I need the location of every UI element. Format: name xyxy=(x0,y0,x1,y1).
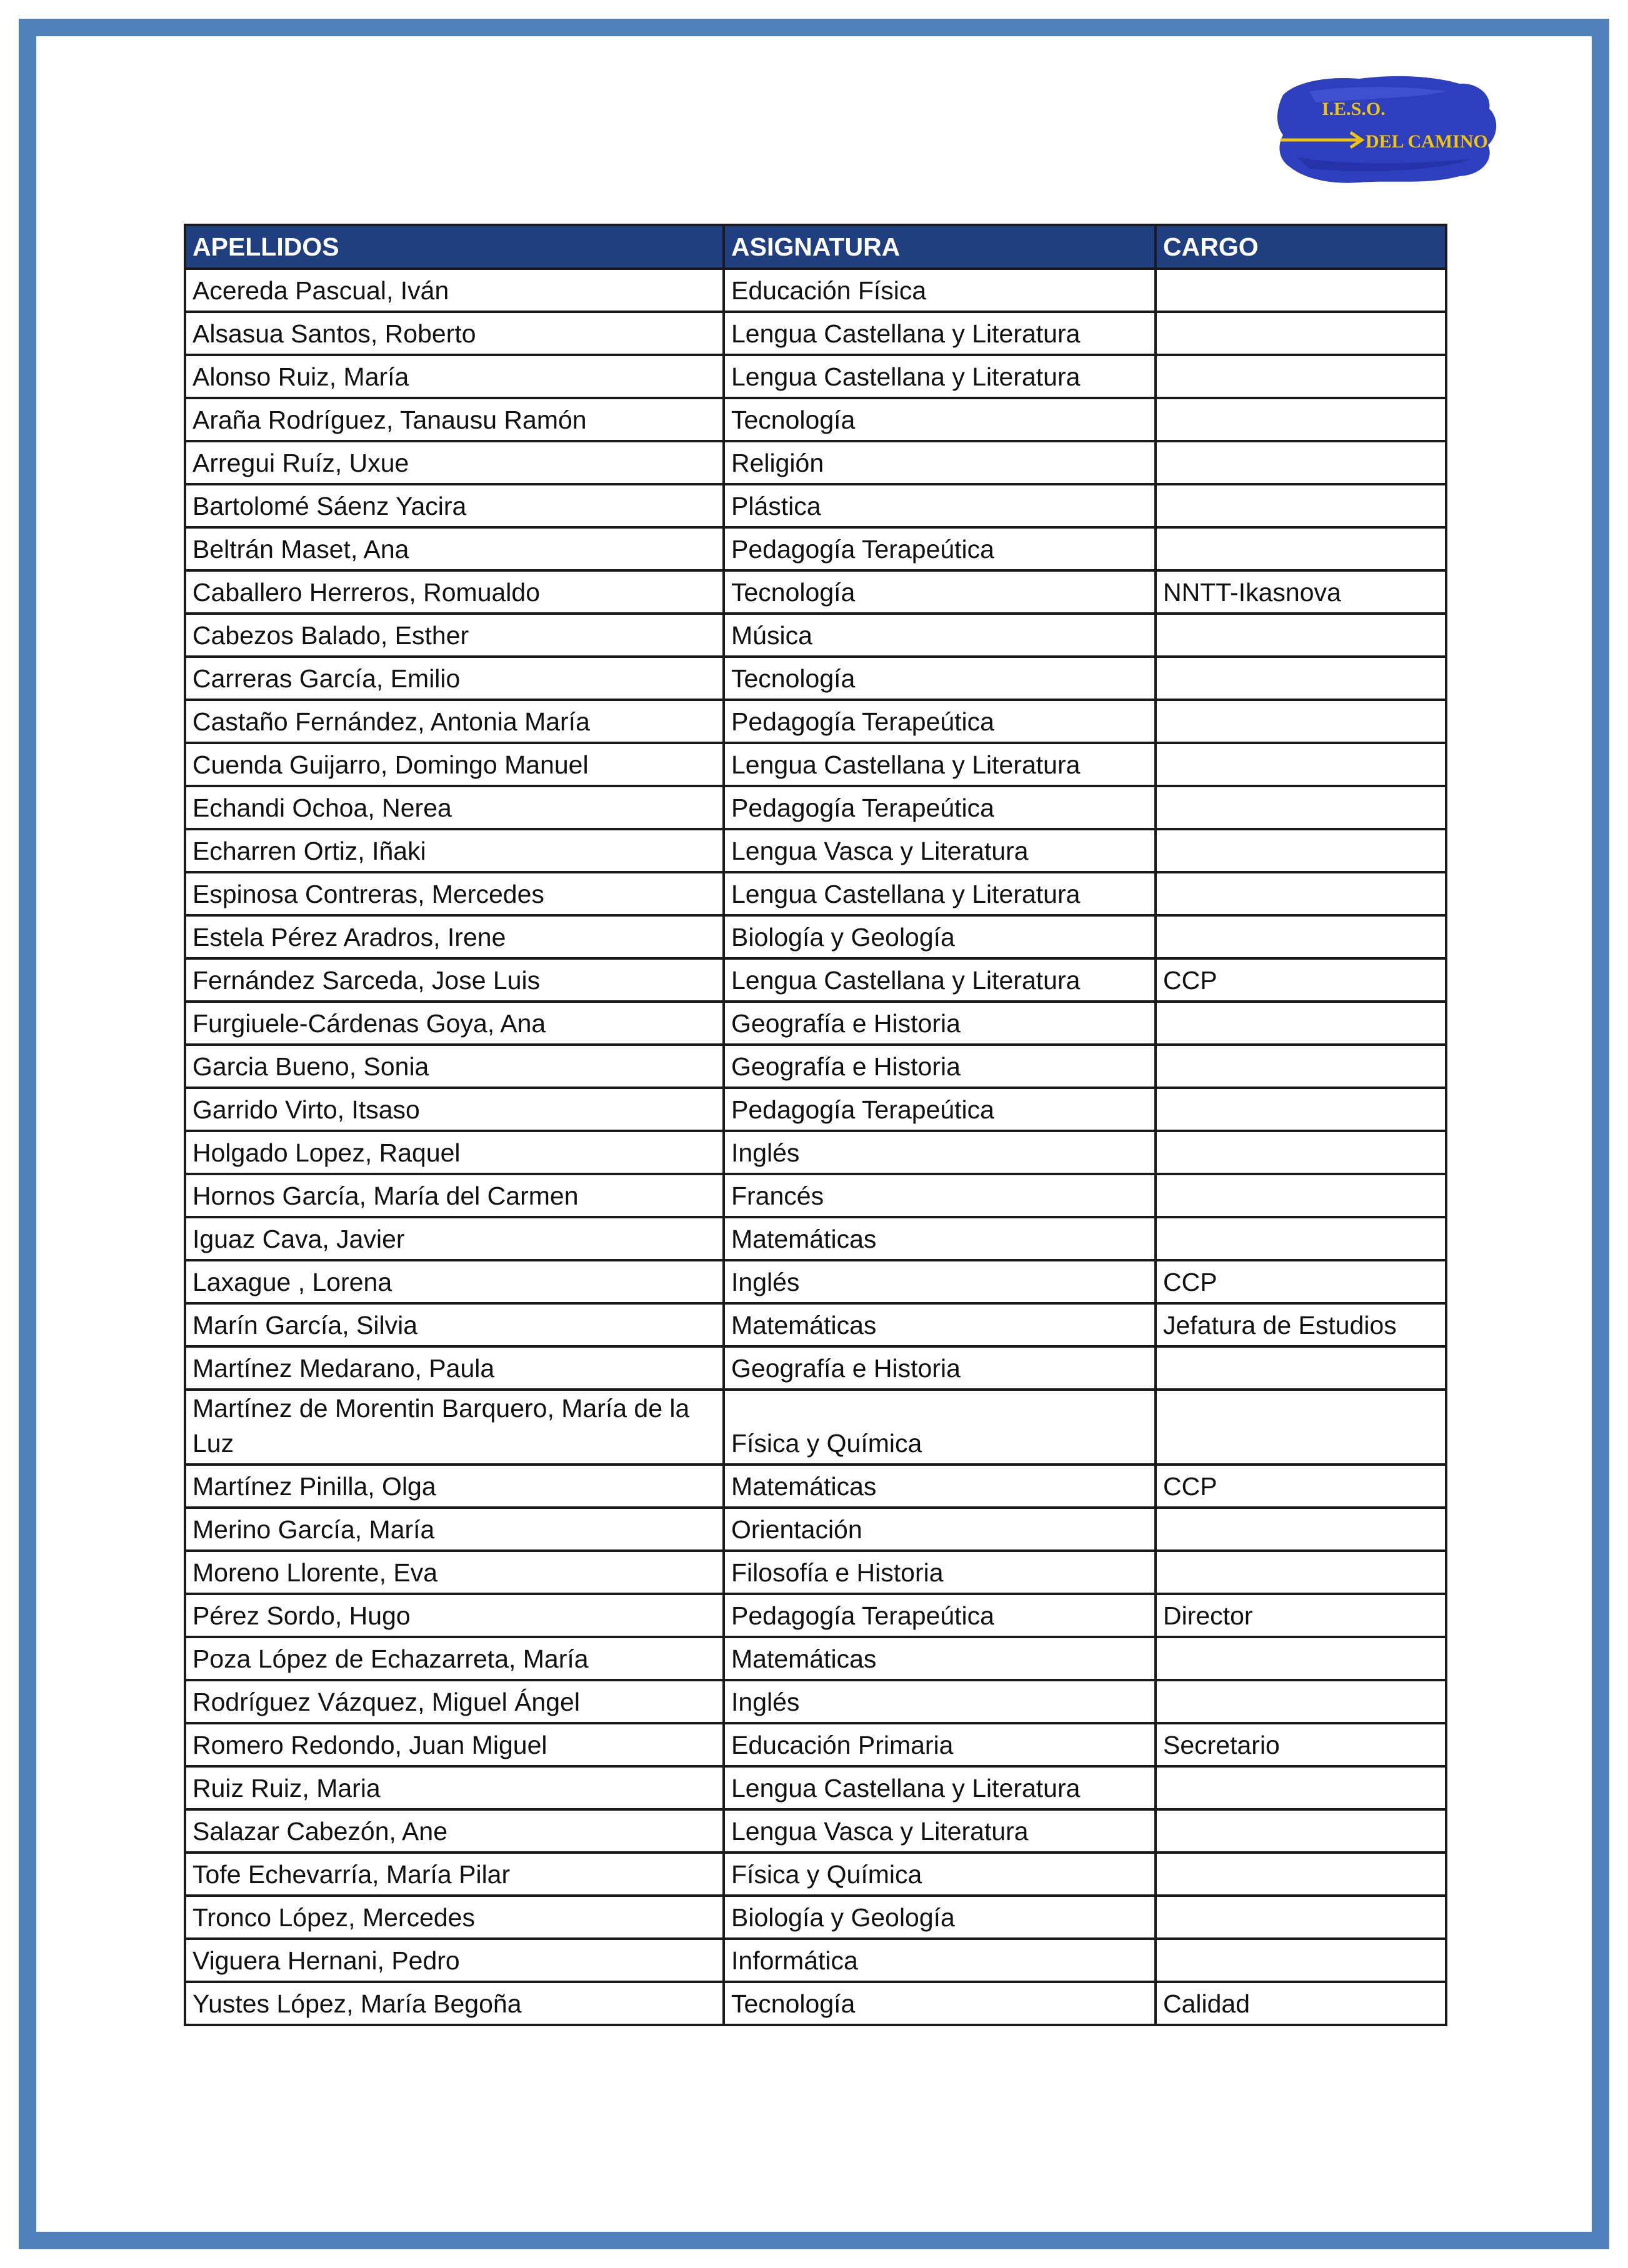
cell-asignatura: Geografía e Historia xyxy=(724,1346,1156,1390)
table-row xyxy=(185,700,1446,743)
cell-cargo xyxy=(1156,1217,1446,1260)
cell-apellidos: Martínez Medarano, Paula xyxy=(185,1346,724,1390)
cell-asignatura: Tecnología xyxy=(724,657,1156,700)
cell-apellidos: Merino García, María xyxy=(185,1508,724,1551)
cell-apellidos: Cabezos Balado, Esther xyxy=(185,614,724,657)
cell-apellidos: Pérez Sordo, Hugo xyxy=(185,1594,724,1637)
cell-asignatura: Lengua Castellana y Literatura xyxy=(724,355,1156,398)
cell-apellidos: Yustes López, María Begoña xyxy=(185,1982,724,2025)
cell-asignatura: Matemáticas xyxy=(724,1303,1156,1346)
cell-cargo xyxy=(1156,1088,1446,1131)
cell-asignatura: Tecnología xyxy=(724,398,1156,441)
cell-asignatura: Música xyxy=(724,614,1156,657)
table-row xyxy=(185,743,1446,786)
cell-apellidos: Rodríguez Vázquez, Miguel Ángel xyxy=(185,1680,724,1723)
cell-cargo xyxy=(1156,872,1446,915)
cell-cargo xyxy=(1156,1637,1446,1680)
cell-cargo xyxy=(1156,527,1446,570)
cell-asignatura: Matemáticas xyxy=(724,1217,1156,1260)
cell-asignatura: Biología y Geología xyxy=(724,915,1156,958)
cell-apellidos: Castaño Fernández, Antonia María xyxy=(185,700,724,743)
table-row xyxy=(185,958,1446,1002)
cell-apellidos: Echarren Ortiz, Iñaki xyxy=(185,829,724,872)
cell-asignatura: Inglés xyxy=(724,1260,1156,1303)
cell-apellidos: Martínez de Morentin Barquero, María de la Luz xyxy=(185,1390,724,1465)
cell-apellidos: Salazar Cabezón, Ane xyxy=(185,1809,724,1853)
table-row xyxy=(185,1680,1446,1723)
cell-cargo xyxy=(1156,829,1446,872)
cell-asignatura: Matemáticas xyxy=(724,1465,1156,1508)
cell-apellidos: Romero Redondo, Juan Miguel xyxy=(185,1723,724,1766)
table-row xyxy=(185,1260,1446,1303)
cell-apellidos: Estela Pérez Aradros, Irene xyxy=(185,915,724,958)
cell-apellidos: Echandi Ochoa, Nerea xyxy=(185,786,724,829)
table-row xyxy=(185,657,1446,700)
cell-cargo: Jefatura de Estudios xyxy=(1156,1303,1446,1346)
cell-asignatura: Lengua Castellana y Literatura xyxy=(724,743,1156,786)
cell-apellidos: Bartolomé Sáenz Yacira xyxy=(185,484,724,527)
cell-asignatura: Física y Química xyxy=(724,1390,1156,1465)
cell-cargo xyxy=(1156,312,1446,355)
table-row xyxy=(185,484,1446,527)
cell-asignatura: Lengua Castellana y Literatura xyxy=(724,312,1156,355)
cell-cargo xyxy=(1156,269,1446,312)
cell-cargo: Director xyxy=(1156,1594,1446,1637)
table-row xyxy=(185,786,1446,829)
table-row xyxy=(185,398,1446,441)
staff-table-body xyxy=(185,269,1446,2025)
table-row xyxy=(185,872,1446,915)
cell-asignatura: Inglés xyxy=(724,1131,1156,1174)
cell-cargo xyxy=(1156,1045,1446,1088)
cell-apellidos: Cuenda Guijarro, Domingo Manuel xyxy=(185,743,724,786)
cell-asignatura: Inglés xyxy=(724,1680,1156,1723)
cell-asignatura: Lengua Vasca y Literatura xyxy=(724,1809,1156,1853)
cell-apellidos: Martínez Pinilla, Olga xyxy=(185,1465,724,1508)
cell-asignatura: Pedagogía Terapeútica xyxy=(724,786,1156,829)
cell-asignatura: Plástica xyxy=(724,484,1156,527)
table-row xyxy=(185,614,1446,657)
logo-line1: I.E.S.O. xyxy=(1322,99,1386,119)
cell-apellidos: Araña Rodríguez, Tanausu Ramón xyxy=(185,398,724,441)
cell-apellidos: Iguaz Cava, Javier xyxy=(185,1217,724,1260)
cell-cargo xyxy=(1156,700,1446,743)
cell-apellidos: Carreras García, Emilio xyxy=(185,657,724,700)
table-row xyxy=(185,570,1446,614)
table-row xyxy=(185,269,1446,312)
cell-apellidos: Acereda Pascual, Iván xyxy=(185,269,724,312)
cell-cargo: CCP xyxy=(1156,1260,1446,1303)
header-asignatura: ASIGNATURA xyxy=(724,225,1156,269)
cell-apellidos: Marín García, Silvia xyxy=(185,1303,724,1346)
cell-asignatura: Pedagogía Terapeútica xyxy=(724,527,1156,570)
cell-apellidos: Viguera Hernani, Pedro xyxy=(185,1939,724,1982)
cell-apellidos: Caballero Herreros, Romualdo xyxy=(185,570,724,614)
cell-apellidos: Arregui Ruíz, Uxue xyxy=(185,441,724,484)
cell-apellidos: Furgiuele-Cárdenas Goya, Ana xyxy=(185,1002,724,1045)
cell-apellidos: Alsasua Santos, Roberto xyxy=(185,312,724,355)
cell-asignatura: Lengua Castellana y Literatura xyxy=(724,872,1156,915)
cell-cargo xyxy=(1156,1853,1446,1896)
table-row xyxy=(185,1002,1446,1045)
cell-cargo xyxy=(1156,1809,1446,1853)
cell-asignatura: Tecnología xyxy=(724,1982,1156,2025)
header-apellidos: APELLIDOS xyxy=(185,225,724,269)
cell-asignatura: Tecnología xyxy=(724,570,1156,614)
cell-apellidos: Tofe Echevarría, María Pilar xyxy=(185,1853,724,1896)
table-row xyxy=(185,829,1446,872)
cell-cargo xyxy=(1156,614,1446,657)
table-row xyxy=(185,312,1446,355)
cell-asignatura: Lengua Vasca y Literatura xyxy=(724,829,1156,872)
cell-cargo xyxy=(1156,786,1446,829)
table-row xyxy=(185,915,1446,958)
table-row xyxy=(185,1346,1446,1390)
cell-cargo xyxy=(1156,1680,1446,1723)
staff-table xyxy=(184,224,1447,2026)
table-row xyxy=(185,1939,1446,1982)
table-row xyxy=(185,1809,1446,1853)
cell-apellidos: Poza López de Echazarreta, María xyxy=(185,1637,724,1680)
cell-cargo: Secretario xyxy=(1156,1723,1446,1766)
cell-cargo xyxy=(1156,743,1446,786)
table-row xyxy=(185,441,1446,484)
cell-cargo xyxy=(1156,657,1446,700)
logo-graphic xyxy=(1272,70,1503,189)
cell-cargo xyxy=(1156,1002,1446,1045)
cell-apellidos: Moreno Llorente, Eva xyxy=(185,1551,724,1594)
cell-asignatura: Pedagogía Terapeútica xyxy=(724,1088,1156,1131)
cell-apellidos: Laxague , Lorena xyxy=(185,1260,724,1303)
table-row xyxy=(185,527,1446,570)
cell-apellidos: Ruiz Ruiz, Maria xyxy=(185,1766,724,1809)
cell-asignatura: Pedagogía Terapeútica xyxy=(724,1594,1156,1637)
cell-apellidos: Beltrán Maset, Ana xyxy=(185,527,724,570)
header-cargo: CARGO xyxy=(1156,225,1446,269)
cell-cargo xyxy=(1156,1346,1446,1390)
table-row xyxy=(185,1982,1446,2025)
table-row xyxy=(185,1551,1446,1594)
cell-asignatura: Geografía e Historia xyxy=(724,1045,1156,1088)
cell-apellidos: Garrido Virto, Itsaso xyxy=(185,1088,724,1131)
table-row xyxy=(185,1131,1446,1174)
cell-cargo xyxy=(1156,1766,1446,1809)
table-header-row xyxy=(185,225,1446,269)
cell-apellidos: Fernández Sarceda, Jose Luis xyxy=(185,958,724,1002)
cell-cargo xyxy=(1156,355,1446,398)
cell-asignatura: Francés xyxy=(724,1174,1156,1217)
table-row xyxy=(185,1045,1446,1088)
cell-asignatura: Orientación xyxy=(724,1508,1156,1551)
table-row xyxy=(185,1723,1446,1766)
table-row xyxy=(185,1465,1446,1508)
cell-apellidos: Alonso Ruiz, María xyxy=(185,355,724,398)
cell-cargo xyxy=(1156,1131,1446,1174)
cell-cargo xyxy=(1156,484,1446,527)
cell-cargo xyxy=(1156,915,1446,958)
cell-cargo xyxy=(1156,1508,1446,1551)
table-row xyxy=(185,1174,1446,1217)
cell-asignatura: Religión xyxy=(724,441,1156,484)
table-row xyxy=(185,355,1446,398)
cell-cargo: Calidad xyxy=(1156,1982,1446,2025)
cell-cargo xyxy=(1156,398,1446,441)
cell-asignatura: Lengua Castellana y Literatura xyxy=(724,958,1156,1002)
table-row xyxy=(185,1217,1446,1260)
cell-apellidos: Hornos García, María del Carmen xyxy=(185,1174,724,1217)
cell-cargo: NNTT-Ikasnova xyxy=(1156,570,1446,614)
cell-asignatura: Educación Física xyxy=(724,269,1156,312)
table-row xyxy=(185,1508,1446,1551)
cell-asignatura: Informática xyxy=(724,1939,1156,1982)
cell-apellidos: Tronco López, Mercedes xyxy=(185,1896,724,1939)
cell-apellidos: Espinosa Contreras, Mercedes xyxy=(185,872,724,915)
table-row xyxy=(185,1303,1446,1346)
table-row xyxy=(185,1766,1446,1809)
cell-cargo xyxy=(1156,1390,1446,1465)
table-row xyxy=(185,1637,1446,1680)
cell-asignatura: Biología y Geología xyxy=(724,1896,1156,1939)
school-logo xyxy=(1272,70,1503,189)
table-row xyxy=(185,1088,1446,1131)
cell-cargo: CCP xyxy=(1156,1465,1446,1508)
cell-asignatura: Pedagogía Terapeútica xyxy=(724,700,1156,743)
cell-asignatura: Filosofía e Historia xyxy=(724,1551,1156,1594)
cell-cargo xyxy=(1156,1896,1446,1939)
table-row xyxy=(185,1594,1446,1637)
table-row xyxy=(185,1896,1446,1939)
cell-asignatura: Educación Primaria xyxy=(724,1723,1156,1766)
cell-cargo xyxy=(1156,441,1446,484)
cell-apellidos: Holgado Lopez, Raquel xyxy=(185,1131,724,1174)
cell-asignatura: Lengua Castellana y Literatura xyxy=(724,1766,1156,1809)
cell-cargo: CCP xyxy=(1156,958,1446,1002)
cell-cargo xyxy=(1156,1939,1446,1982)
cell-cargo xyxy=(1156,1551,1446,1594)
cell-asignatura: Geografía e Historia xyxy=(724,1002,1156,1045)
cell-asignatura: Física y Química xyxy=(724,1853,1156,1896)
logo-line2: DEL CAMINO xyxy=(1366,131,1488,152)
table-row xyxy=(185,1853,1446,1896)
cell-apellidos: Garcia Bueno, Sonia xyxy=(185,1045,724,1088)
cell-asignatura: Matemáticas xyxy=(724,1637,1156,1680)
table-row xyxy=(185,1390,1446,1465)
cell-cargo xyxy=(1156,1174,1446,1217)
